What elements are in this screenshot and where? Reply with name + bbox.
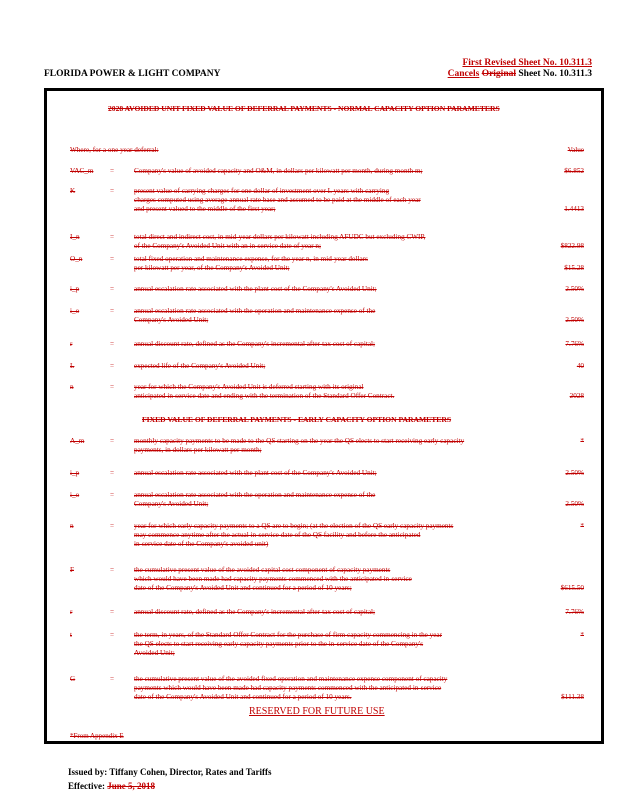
parameter-description: monthly capacity payments to be made to the QS starting on the year the QS elects to start receiving early capacity xyxy=(134,437,465,445)
parameter-description: of the Company's Avoided Unit with an in-service date of year n; xyxy=(134,242,321,250)
equals-sign: = xyxy=(110,233,115,241)
parameter-description: and present valued to the middle of the first year; xyxy=(134,205,276,213)
equals-sign: = xyxy=(110,383,115,391)
parameter-symbol: i_o xyxy=(70,307,80,315)
parameter-description: in-service date of the Company's avoided unit) xyxy=(134,540,269,548)
sheet-number-cancels xyxy=(448,69,592,79)
parameter-value: 2.50% xyxy=(565,469,584,477)
parameter-description: annual discount rate, defined as the Company's incremental after-tax cost of capital; xyxy=(134,608,376,616)
equals-sign: = xyxy=(110,285,115,293)
equals-sign: = xyxy=(110,255,115,263)
parameter-symbol: i_p xyxy=(70,285,80,293)
parameter-description: annual escalation rate associated with the plant cost of the Company's Avoided Unit; xyxy=(134,469,377,477)
cancels-word: Cancels xyxy=(447,69,480,79)
parameter-description: anticipated in-service date and ending with the termination of the Standard Offer Contract. xyxy=(134,392,395,400)
sheet-number-revised: First Revised Sheet No. 10.311.3 xyxy=(462,58,592,68)
parameter-description: which would have been made had capacity payments commenced with the anticipated in-service xyxy=(134,575,412,583)
parameter-description: charges computed using average annual rate base and assumed to be paid at the middle of each year xyxy=(134,196,421,204)
equals-sign: = xyxy=(110,187,115,195)
equals-sign: = xyxy=(110,340,115,348)
parameter-symbol: t xyxy=(70,631,72,639)
parameter-symbol: n xyxy=(70,383,74,391)
parameter-description: per kilowatt per year, of the Company's Avoided Unit; xyxy=(134,264,290,272)
parameter-value: 2.50% xyxy=(565,285,584,293)
parameter-value: 7.76% xyxy=(565,608,584,616)
parameter-description: present value of carrying charges for one dollar of investment over L years with carrying xyxy=(134,187,390,195)
value-column-header: Value xyxy=(567,146,584,154)
equals-sign: = xyxy=(110,566,115,574)
parameter-value: $15.28 xyxy=(564,264,584,272)
parameter-description: annual escalation rate associated with the plant cost of the Company's Avoided Unit; xyxy=(134,285,377,293)
effective-line xyxy=(68,781,155,791)
parameter-symbol: VAC_m xyxy=(70,167,94,175)
equals-sign: = xyxy=(110,362,115,370)
effective-label: Effective: xyxy=(68,781,105,791)
parameter-value: * xyxy=(580,437,584,445)
parameter-value: $111.38 xyxy=(561,693,584,701)
equals-sign: = xyxy=(110,675,115,683)
parameter-symbol: F xyxy=(70,566,74,574)
parameter-description: Company's Avoided Unit; xyxy=(134,316,209,324)
parameter-description: annual escalation rate associated with the operation and maintenance expense of the xyxy=(134,491,376,499)
parameter-description: date of the Company's Avoided Unit and continued for a period of 10 years. xyxy=(134,693,352,701)
parameter-description: payments which would have been made had capacity payments commenced with the anticipated in-service xyxy=(134,684,442,692)
parameter-symbol: i_o xyxy=(70,491,80,499)
parameter-description: Company's Avoided Unit; xyxy=(134,500,209,508)
parameter-value: 2.50% xyxy=(565,500,584,508)
footnote: *From Appendix E xyxy=(70,732,124,740)
parameter-value: $6.852 xyxy=(564,167,584,175)
equals-sign: = xyxy=(110,608,115,616)
parameter-symbol: r xyxy=(70,608,73,616)
equals-sign: = xyxy=(110,522,115,530)
parameter-symbol: I_n xyxy=(70,233,80,241)
parameter-description: year for which the Company's Avoided Unit is deferred starting with its original xyxy=(134,383,364,391)
parameter-value: 1.4413 xyxy=(564,205,584,213)
parameter-symbol: r xyxy=(70,340,73,348)
parameter-description: expected life of the Company's Avoided Unit; xyxy=(134,362,266,370)
issued-by: Issued by: Tiffany Cohen, Director, Rates and Tariffs xyxy=(68,767,272,777)
where-intro: Where, for a one year deferral: xyxy=(70,146,159,154)
parameter-value: 40 xyxy=(576,362,584,370)
parameter-description: date of the Company's Avoided Unit and continued for a period of 10 years; xyxy=(134,584,352,592)
parameter-description: year for which early capacity payments to a QS are to begin; (at the election of the QS early capacity payments xyxy=(134,522,454,530)
company-name: FLORIDA POWER & LIGHT COMPANY xyxy=(44,69,221,79)
parameter-description: the term, in years, of the Standard Offer Contract for the purchase of firm capacity commencing in the year xyxy=(134,631,443,639)
parameter-description: the cumulative present value of the avoided capital cost component of capacity payments xyxy=(134,566,391,574)
parameter-symbol: O_n xyxy=(70,255,83,263)
parameter-description: annual discount rate, defined as the Company's incremental after-tax cost of capital; xyxy=(134,340,376,348)
parameter-description: annual escalation rate associated with the operation and maintenance expense of the xyxy=(134,307,376,315)
original-word: Original xyxy=(481,69,516,79)
equals-sign: = xyxy=(110,437,115,445)
sheet-number-rest: Sheet No. 10.311.3 xyxy=(518,69,592,79)
parameter-value: * xyxy=(580,631,584,639)
parameter-value: $615.50 xyxy=(560,584,584,592)
parameter-value: * xyxy=(580,522,584,530)
parameter-symbol: G xyxy=(70,675,76,683)
reserved-notice: RESERVED FOR FUTURE USE xyxy=(249,706,385,717)
parameter-description: payments, in dollars per kilowatt per month; xyxy=(134,446,262,454)
parameter-description: Company's value of avoided capacity and O&M, in dollars per kilowatt per month, during month m; xyxy=(134,167,423,175)
parameter-value: $822.98 xyxy=(560,242,584,250)
parameter-symbol: i_p xyxy=(70,469,80,477)
normal-section-title: 2028 AVOIDED UNIT FIXED VALUE OF DEFERRAL PAYMENTS - NORMAL CAPACITY OPTION PARAMETERS xyxy=(108,104,500,113)
equals-sign: = xyxy=(110,469,115,477)
parameter-value: 2028 xyxy=(569,392,584,400)
parameter-description: may commence anytime after the actual in-service date of the QS facility and before the anticipated xyxy=(134,531,421,539)
parameter-symbol: L xyxy=(70,362,75,370)
equals-sign: = xyxy=(110,631,115,639)
equals-sign: = xyxy=(110,491,115,499)
equals-sign: = xyxy=(110,307,115,315)
effective-date: June 5, 2018 xyxy=(107,781,155,791)
equals-sign: = xyxy=(110,167,115,175)
parameter-symbol: n xyxy=(70,522,74,530)
parameter-description: Avoided Unit; xyxy=(134,649,175,657)
parameter-description: total direct and indirect cost, in mid-year dollars per kilowatt including AFUDC but excluding CWIP, xyxy=(134,233,426,241)
parameter-value: 2.50% xyxy=(565,316,584,324)
parameter-description: total fixed operation and maintenance expense, for the year n, in mid-year dollars xyxy=(134,255,368,263)
parameter-description: the QS elects to start receiving early capacity payments prior to the in-service date of the Company's xyxy=(134,640,424,648)
parameter-description: the cumulative present value of the avoided fixed operation and maintenance expense component of capacity xyxy=(134,675,448,683)
early-section-title: FIXED VALUE OF DEFERRAL PAYMENTS - EARLY CAPACITY OPTION PARAMETERS xyxy=(142,415,452,424)
parameter-value: 7.76% xyxy=(565,340,584,348)
parameter-symbol: A_m xyxy=(70,437,85,445)
parameter-symbol: K xyxy=(70,187,76,195)
